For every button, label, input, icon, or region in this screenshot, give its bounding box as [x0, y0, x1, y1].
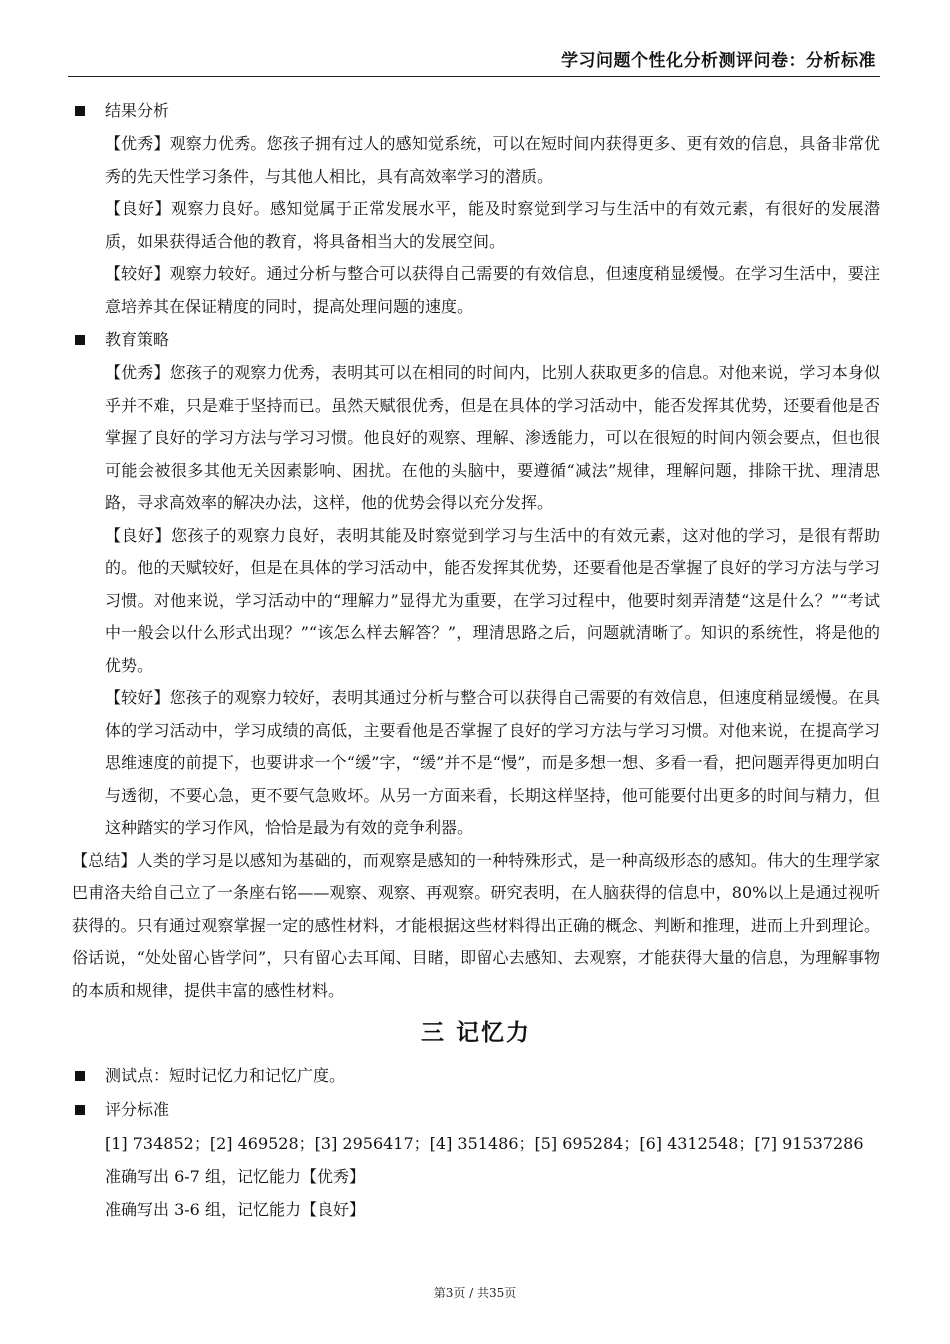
scoring-heading — [72, 1093, 880, 1127]
page-number: 第3页 / 共35页 — [433, 1286, 517, 1300]
header-divider — [68, 76, 880, 77]
education-strategy-label: 教育策略 — [105, 330, 170, 349]
strategy-excellent-paragraph: 【优秀】您孩子的观察力优秀，表明其可以在相同的时间内，比别人获取更多的信息。对他来说，学习本身似乎并不难，只是难于坚持而已。虽然天赋很优秀，但是在具体的学习活动中，能否发挥其优势，还要看他是否掌握了良好的学习方法与学习习惯。他良好的观察、理解、渗透能力，可以在很短的时间内领会要点，但也很可能会被很多其他无关因素影响、困扰。在他的头脑中，要遵循“减法”规律，理解问题，排除干扰、理清思路，寻求高效率的解决办法，这样，他的优势会得以充分发挥。 — [105, 363, 880, 512]
result-excellent-paragraph: 【优秀】观察力优秀。您孩子拥有过人的感知觉系统，可以在短时间内获得更多、更有效的信息，具备非常优秀的先天性学习条件，与其他人相比，具有高效率学习的潜质。 — [105, 134, 880, 186]
summary-paragraph: 【总结】人类的学习是以感知为基础的，而观察是感知的一种特殊形式，是一种高级形态的感知。伟大的生理学家巴甫洛夫给自己立了一条座右铭——观察、观察、再观察。研究表明，在人脑获得的信息中，80%以上是通过视听获得的。只有通过观察掌握一定的感性材料，才能根据这些材料得出正确的概念、判断和推理，进而上升到理论。俗话说，“处处留心皆学问”，只有留心去耳闻、目睹，即留心去感知、去观察，才能获得大量的信息，为理解事物的本质和规律，提供丰富的感性材料。 — [72, 850, 880, 1000]
header-title: 学习问题个性化分析测评问卷：分析标准 — [561, 51, 876, 71]
result-fair-paragraph: 【较好】观察力较好。通过分析与整合可以获得自己需要的有效信息，但速度稍显缓慢。在学习生活中，要注意培养其在保证精度的同时，提高处理问题的速度。 — [105, 264, 880, 316]
bullet-square-icon — [75, 106, 85, 116]
answer-key: [1] 734852；[2] 469528；[3] 2956417；[4] 351486；[5] 695284；[6] 4312548；[7] 91537286 — [105, 1134, 864, 1153]
education-strategy-heading — [72, 323, 880, 357]
page-body — [72, 94, 880, 1226]
test-point-text: 测试点：短时记忆力和记忆广度。 — [105, 1066, 346, 1085]
section-title: 三 记忆力 — [420, 1020, 531, 1046]
bullet-square-icon — [75, 1071, 85, 1081]
result-analysis-label: 结果分析 — [105, 101, 170, 120]
bullet-square-icon — [75, 335, 85, 345]
criteria-good: 准确写出 3-6 组，记忆能力【良好】 — [105, 1200, 365, 1219]
scoring-label: 评分标准 — [105, 1100, 170, 1119]
strategy-good-paragraph: 【良好】您孩子的观察力良好，表明其能及时察觉到学习与生活中的有效元素，这对他的学习，是很有帮助的。他的天赋较好，但是在具体的学习活动中，能否发挥其优势，还要看他是否掌握了良好的学习方法与学习习惯。对他来说，学习活动中的“理解力”显得尤为重要，在学习过程中，他要时刻弄清楚“这是什么？”“考试中一般会以什么形式出现？”“该怎么样去解答？”，理清思路之后，问题就清晰了。知识的系统性，将是他的优势。 — [105, 525, 880, 675]
result-analysis-heading — [72, 94, 880, 128]
strategy-fair-paragraph: 【较好】您孩子的观察力较好，表明其通过分析与整合可以获得自己需要的有效信息，但速度稍显缓慢。在具体的学习活动中，学习成绩的高低，主要看他是否掌握了良好的学习方法与学习习惯。对他来说，在提高学习思维速度的前提下，也要讲求一个“缓”字，“缓”并不是“慢”，而是多想一想、多看一看，把问题弄得更加明白与透彻，不要心急，更不要气急败坏。从另一方面来看，长期这样坚持，他可能要付出更多的时间与精力，但这种踏实的学习作风，恰恰是最为有效的竞争利器。 — [105, 688, 880, 837]
result-good-paragraph: 【良好】观察力良好。感知觉属于正常发展水平，能及时察觉到学习与生活中的有效元素，有很好的发展潜质，如果获得适合他的教育，将具备相当大的发展空间。 — [105, 199, 880, 251]
criteria-excellent: 准确写出 6-7 组，记忆能力【优秀】 — [105, 1167, 365, 1186]
bullet-square-icon — [75, 1105, 85, 1115]
test-point-row — [72, 1059, 880, 1093]
